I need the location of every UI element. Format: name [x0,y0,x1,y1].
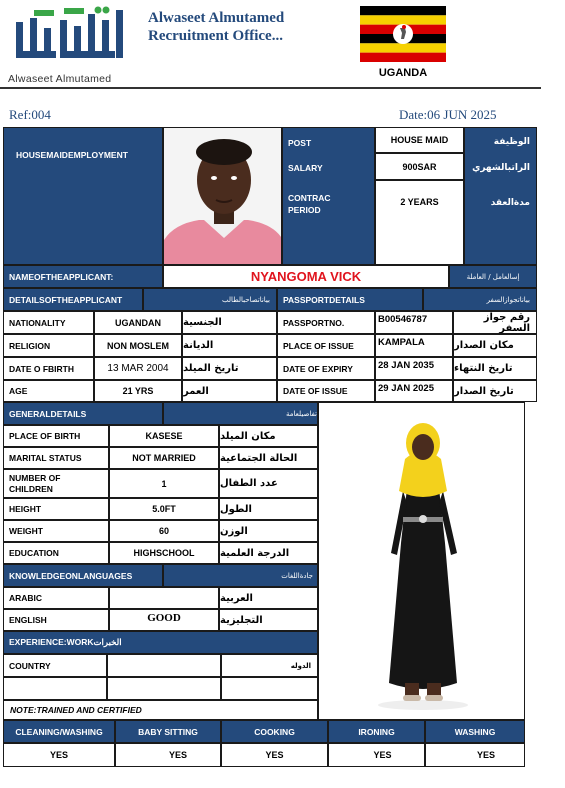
skill-header-cleaning: CLEANING/WASHING [3,720,115,743]
experience-blank-2 [107,677,221,700]
applicant-photo [163,127,282,265]
english-value: GOOD [109,609,219,631]
passport-header-ar: بياناتجوازالسفر [423,288,537,311]
contract-label: CONTRAC PERIOD [288,193,331,215]
country-name: UGANDA [378,67,428,79]
salary-ar: الراتبالشهري [472,163,530,173]
top-arabic-panel [464,127,537,265]
marital-status-ar: الحالة الجتماعية [219,447,318,469]
place-of-birth-value: KASESE [109,425,219,447]
logo-icon [8,4,133,66]
dob-ar: تاريخ الميلد [182,357,277,380]
height-value: 5.0FT [109,498,219,520]
skill-value-baby-sitting: YES [115,743,221,767]
issue-date-value: 29 JAN 2025 [375,380,453,402]
height-label: HEIGHT [3,498,109,520]
skill-header-baby-sitting: BABY SITTING [115,720,221,743]
country-ar: الدوله [221,654,318,677]
office-name-line1: Alwaseet Almutamed [148,10,285,26]
age-ar: العمر [182,380,277,402]
passport-no-ar: رقم جواز السفر [453,311,537,334]
office-name-line2: Recruitment Office... [148,28,283,44]
education-ar: الدرجة العلمية [219,542,318,564]
experience-blank-3 [221,677,318,700]
post-ar: الوظيفة [493,137,530,147]
height-ar: الطول [219,498,318,520]
nationality-value: UGANDAN [94,311,182,334]
languages-header-ar: جادةاللغات [163,564,318,587]
header-divider [0,87,541,89]
experience-blank-1 [3,677,107,700]
ref-number: Ref:004 [9,107,51,122]
issue-date-label: DATE OF ISSUE [277,380,375,402]
place-of-issue-value: KAMPALA [375,334,453,357]
arabic-value [109,587,219,609]
place-of-birth-ar: مكان الميلد [219,425,318,447]
religion-ar: الديانة [182,334,277,357]
children-value: 1 [109,469,219,498]
document-date: Date:06 JUN 2025 [399,107,497,122]
general-header-ar: تفاصيلعامة [163,402,318,425]
passport-no-label: PASSPORTNO. [277,311,375,334]
arabic-label: ARABIC [3,587,109,609]
skill-value-cooking: YES [221,743,328,767]
country-value [107,654,221,677]
office-name [148,9,348,45]
nationality-label: NATIONALITY [3,311,94,334]
issue-date-ar: تاريخ الصدار [453,380,537,402]
skill-value-cleaning: YES [3,743,115,767]
contract-value: 2 YEARS [375,180,464,265]
education-value: HIGHSCHOOL [109,542,219,564]
children-ar: عدد الطفال [219,469,318,498]
logo-text: Alwaseet Almutamed [8,73,112,85]
marital-status-value: NOT MARRIED [109,447,219,469]
post-value: HOUSE MAID [375,127,464,153]
dob-value: 13 MAR 2004 [94,357,182,380]
salary-label: SALARY [288,163,323,173]
skill-value-ironing: YES [328,743,425,767]
applicant-name-label: NAMEOFTHEAPPLICANT: [3,265,163,288]
applicant-full-photo [318,402,525,720]
skill-header-washing: WASHING [425,720,525,743]
weight-value: 60 [109,520,219,542]
experience-header: EXPERIENCE:WORKالخبرات [3,631,318,654]
skill-header-ironing: IRONING [328,720,425,743]
contract-ar: مدةالعقد [490,198,530,208]
religion-label: RELIGION [3,334,94,357]
age-label: AGE [3,380,94,402]
details-header-ar: بياناتصاحبالطالب [143,288,277,311]
passport-no-value: B00546787 [375,311,453,334]
skill-header-cooking: COOKING [221,720,328,743]
note: NOTE:TRAINED AND CERTIFIED [3,700,318,720]
age-value: 21 YRS [94,380,182,402]
country-label: COUNTRY [3,654,107,677]
languages-header: KNOWLEDGEONLANGUAGES [3,564,163,587]
place-of-issue-label: PLACE OF ISSUE [277,334,375,357]
weight-label: WEIGHT [3,520,109,542]
education-label: EDUCATION [3,542,109,564]
employment-title: HOUSEMAIDEMPLOYMENT [16,150,128,160]
expiry-label: DATE OF EXPIRY [277,357,375,380]
post-label: POST [288,138,312,148]
nationality-ar: الجنسية [182,311,277,334]
top-left-panel [3,127,163,265]
place-of-issue-ar: مكان الصدار [453,334,537,357]
logo [8,4,133,84]
expiry-ar: تاريخ النتهاء [453,357,537,380]
english-label: ENGLISH [3,609,109,631]
uganda-flag-icon [360,6,446,62]
applicant-name: NYANGOMA VICK [163,265,449,288]
general-header: GENERALDETAILS [3,402,163,425]
skill-value-washing: YES [425,743,525,767]
weight-ar: الوزن [219,520,318,542]
details-header: DETAILSOFTHEAPPLICANT [3,288,143,311]
post-panel [282,127,375,265]
religion-value: NON MOSLEM [94,334,182,357]
arabic-ar: العربية [219,587,318,609]
salary-value: 900SAR [375,153,464,180]
passport-header: PASSPORTDETAILS [277,288,423,311]
applicant-name-ar: إسالعامل / العاملة [449,265,537,288]
marital-status-label: MARITAL STATUS [3,447,109,469]
english-ar: التجليزية [219,609,318,631]
expiry-value: 28 JAN 2035 [375,357,453,380]
place-of-birth-label: PLACE OF BIRTH [3,425,109,447]
dob-label: DATE O FBIRTH [3,357,94,380]
children-label: NUMBER OF CHILDREN [3,469,109,498]
